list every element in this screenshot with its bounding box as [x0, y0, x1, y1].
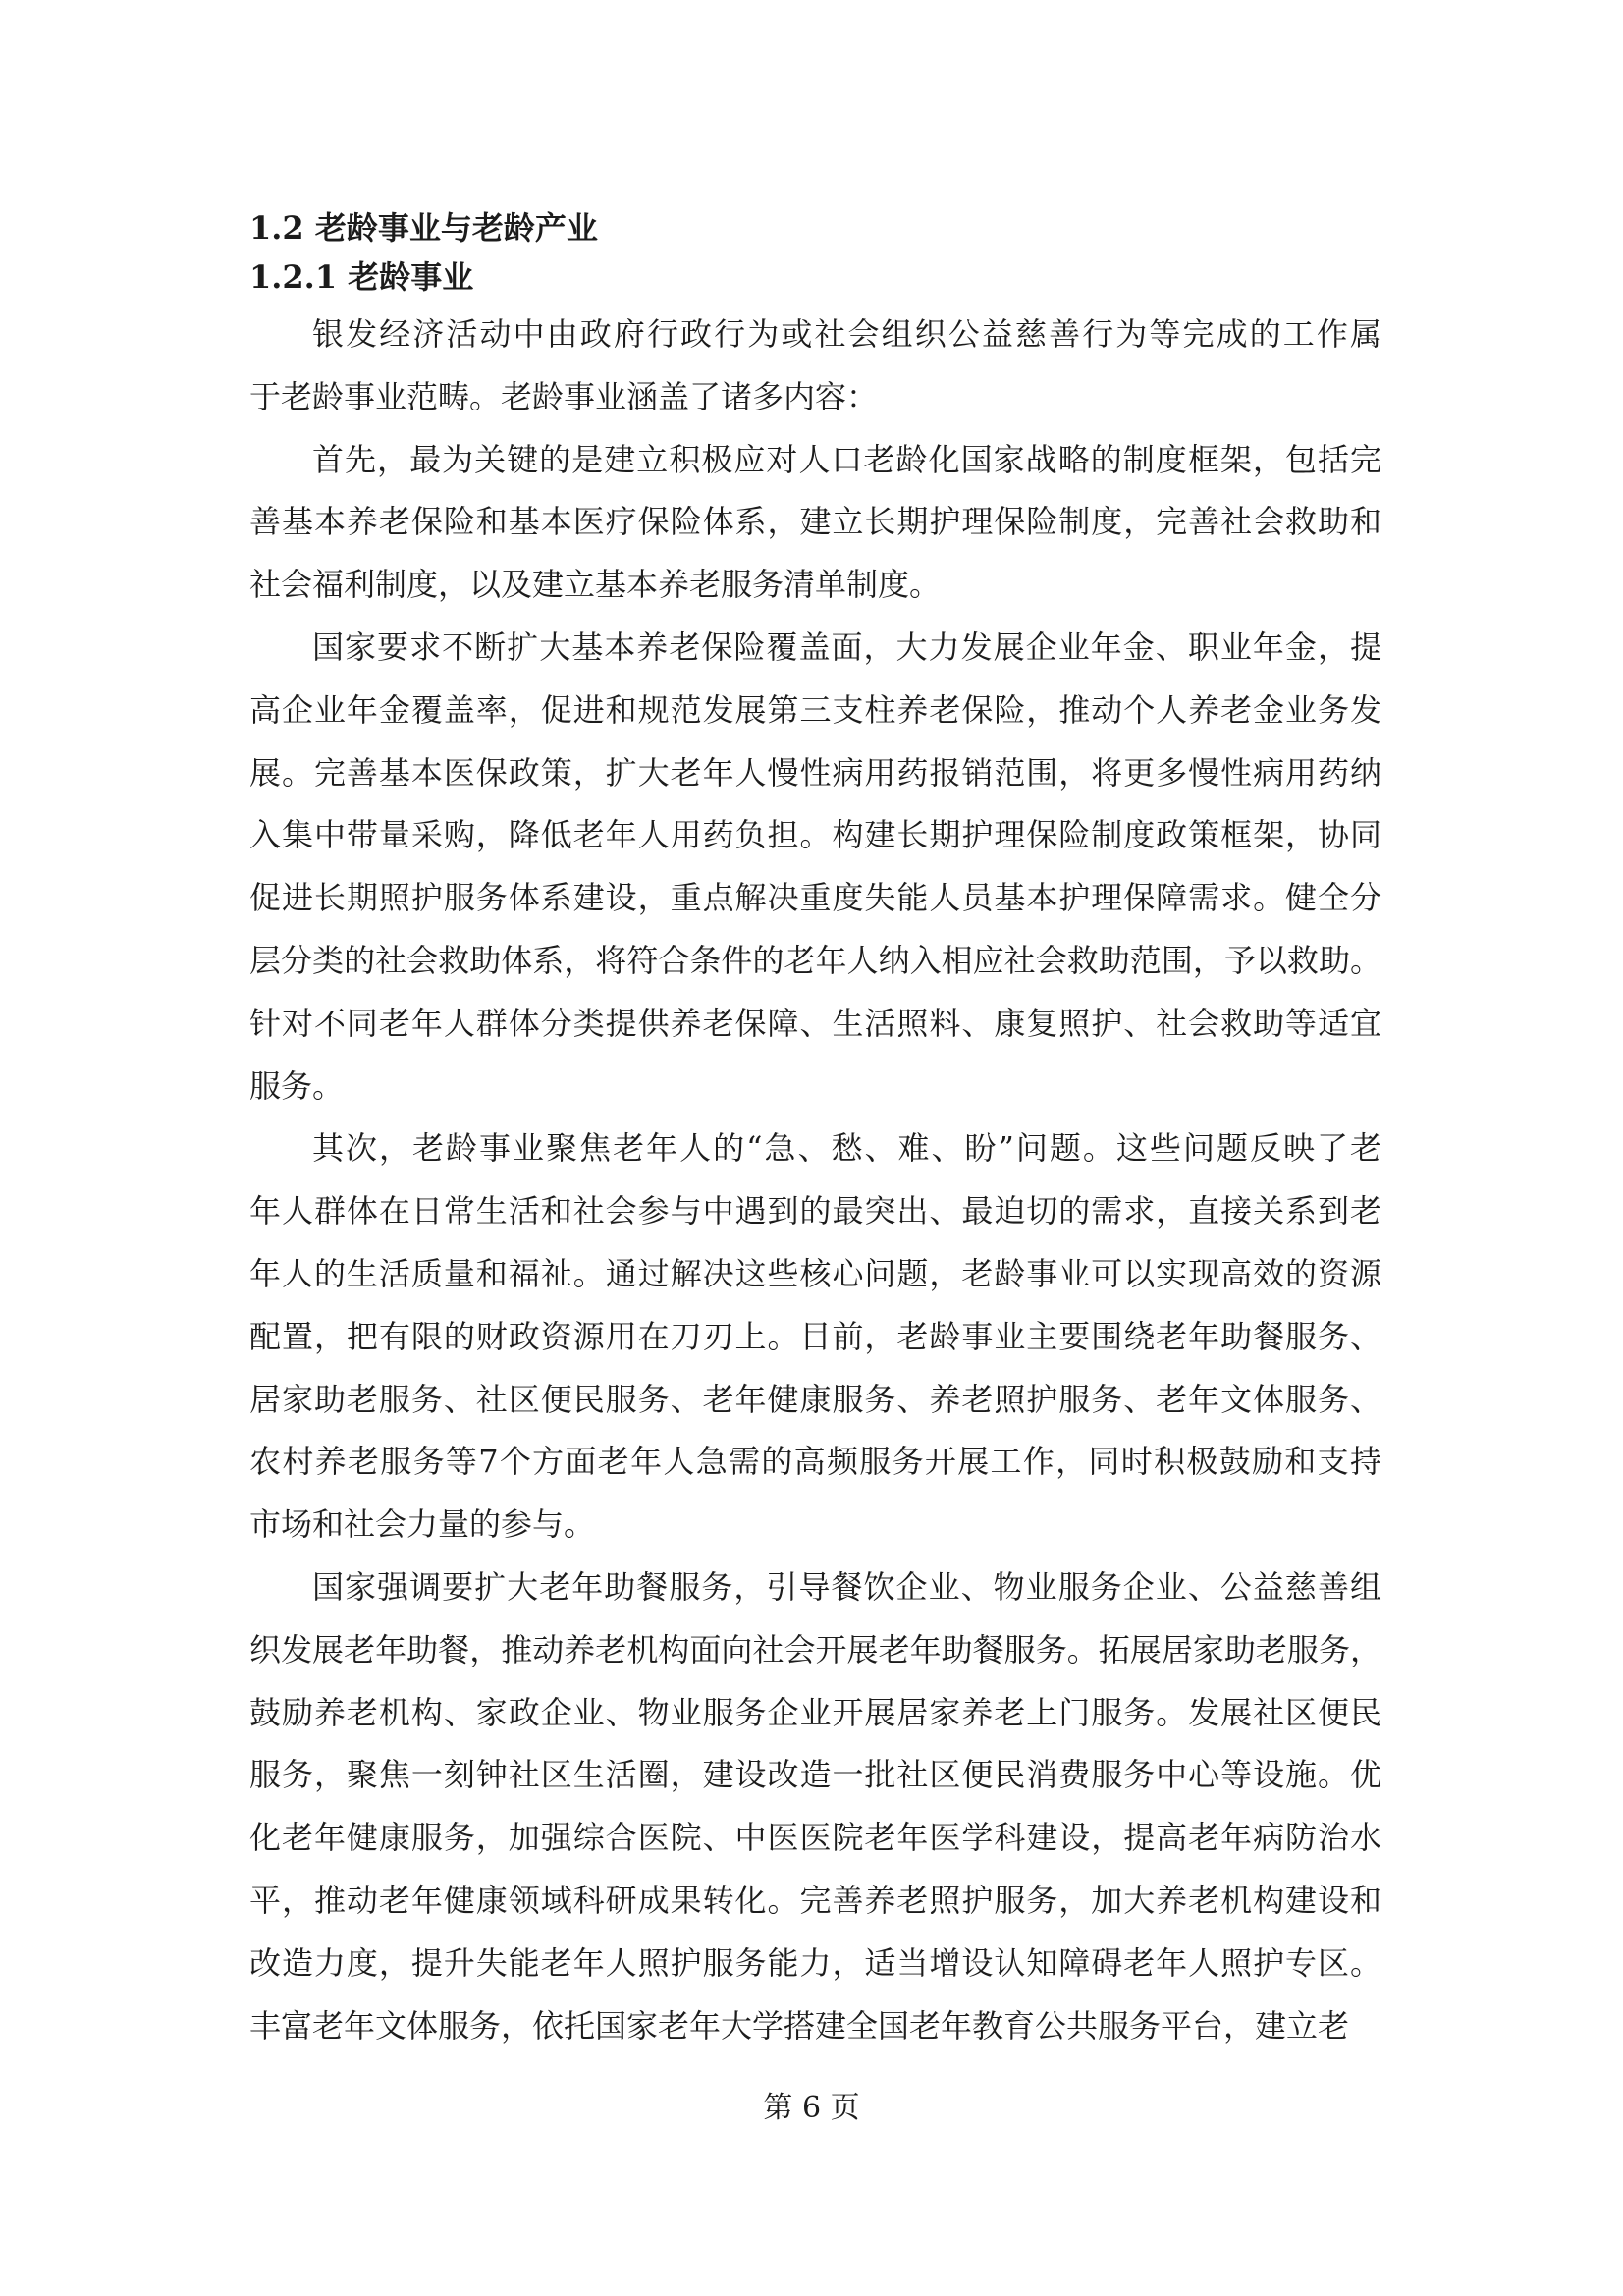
paragraph [249, 303, 1381, 429]
section-heading: 1.2 老龄事业与老龄产业 [249, 209, 598, 246]
text-line: 善基本养老保险和基本医疗保险体系，建立长期护理保险制度，完善社会救助和 [249, 503, 1381, 541]
text-line: 展。完善基本医保政策，扩大老年人慢性病用药报销范围，将更多慢性病用药纳 [249, 753, 1381, 792]
paragraph [249, 429, 1381, 617]
text-line: 年人群体在日常生活和社会参与中遇到的最突出、最迫切的需求，直接关系到老 [249, 1192, 1381, 1230]
text-line: 入集中带量采购，降低老年人用药负担。构建长期护理保险制度政策框架，协同 [249, 816, 1381, 854]
text-line: 配置，把有限的财政资源用在刀刃上。目前，老龄事业主要围绕老年助餐服务、 [249, 1317, 1381, 1355]
text-line: 市场和社会力量的参与。 [249, 1505, 596, 1544]
text-line: 首先，最为关键的是建立积极应对人口老龄化国家战略的制度框架，包括完 [312, 440, 1381, 478]
text-line: 针对不同老年人群体分类提供养老保障、生活照料、康复照护、社会救助等适宜 [249, 1004, 1381, 1042]
text-line: 层分类的社会救助体系，将符合条件的老年人纳入相应社会救助范围，予以救助。 [249, 941, 1381, 979]
paragraph [249, 617, 1381, 1118]
text-line: 鼓励养老机构、家政企业、物业服务企业开展居家养老上门服务。发展社区便民 [249, 1693, 1381, 1731]
paragraph [249, 1557, 1381, 2057]
page-body [249, 203, 1381, 2057]
text-line: 织发展老年助餐，推动养老机构面向社会开展老年助餐服务。拓展居家助老服务， [249, 1630, 1381, 1668]
text-line: 改造力度，提升失能老年人照护服务能力，适当增设认知障碍老年人照护专区。 [249, 1943, 1381, 1982]
text-line: 国家要求不断扩大基本养老保险覆盖面，大力发展企业年金、职业年金，提 [312, 628, 1381, 666]
text-line: 高企业年金覆盖率，促进和规范发展第三支柱养老保险，推动个人养老金业务发 [249, 690, 1381, 729]
text-line: 居家助老服务、社区便民服务、老年健康服务、养老照护服务、老年文体服务、 [249, 1380, 1381, 1418]
paragraph [249, 1118, 1381, 1557]
text-line: 国家强调要扩大老年助餐服务，引导餐饮企业、物业服务企业、公益慈善组 [312, 1567, 1381, 1606]
text-line: 化老年健康服务，加强综合医院、中医医院老年医学科建设，提高老年病防治水 [249, 1819, 1381, 1857]
subsection-heading: 1.2.1 老龄事业 [249, 258, 474, 296]
text-line: 农村养老服务等7个方面老年人急需的高频服务开展工作，同时积极鼓励和支持 [249, 1443, 1381, 1481]
text-line: 丰富老年文体服务，依托国家老年大学搭建全国老年教育公共服务平台，建立老 [249, 2006, 1350, 2045]
text-line: 社会福利制度，以及建立基本养老服务清单制度。 [249, 566, 942, 604]
text-line: 银发经济活动中由政府行政行为或社会组织公益慈善行为等完成的工作属 [312, 315, 1381, 353]
text-line: 平，推动老年健康领域科研成果转化。完善养老照护服务，加大养老机构建设和 [249, 1881, 1381, 1919]
text-line: 服务。 [249, 1066, 345, 1105]
body-text [249, 303, 1381, 2057]
text-line: 年人的生活质量和福祉。通过解决这些核心问题，老龄事业可以实现高效的资源 [249, 1254, 1381, 1292]
text-line: 服务，聚焦一刻钟社区生活圈，建设改造一批社区便民消费服务中心等设施。优 [249, 1756, 1381, 1794]
page-number: 第 6 页 [763, 2091, 860, 2125]
text-line: 于老龄事业范畴。老龄事业涵盖了诸多内容： [249, 377, 879, 415]
text-line: 其次，老龄事业聚焦老年人的“急、愁、难、盼”问题。这些问题反映了老 [312, 1129, 1381, 1168]
text-line: 促进长期照护服务体系建设，重点解决重度失能人员基本护理保障需求。健全分 [249, 879, 1381, 917]
